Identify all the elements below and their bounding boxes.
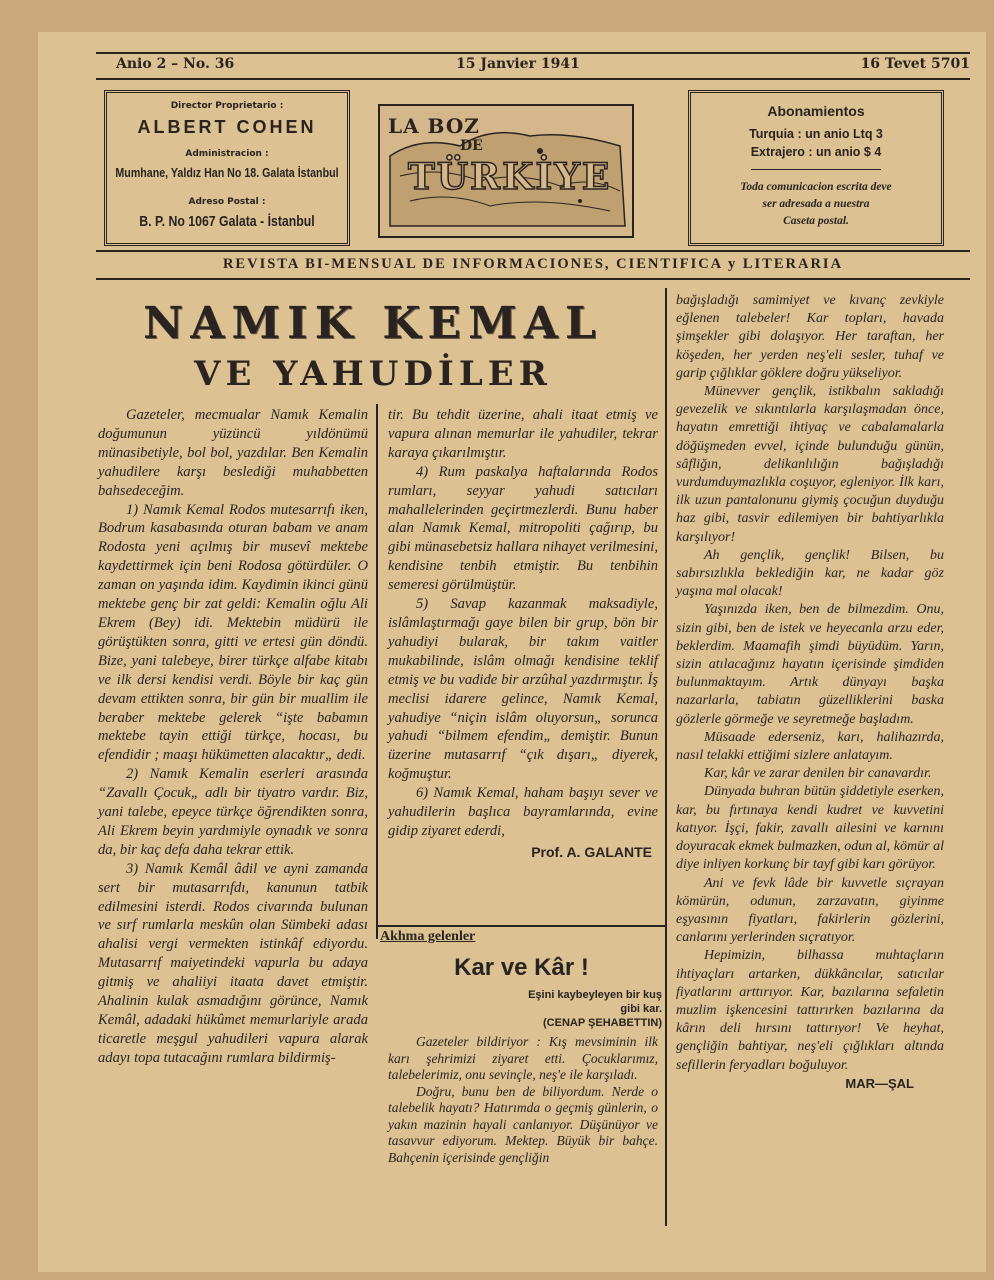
col3-para: Hepimizin, bilhassa muhtaçların ihtiyaçları artarken, dükkâncılar, satıcılar fiyatlarını arttırıyor. Kar, bazılarına sefaletin muzlim işkencesini tattırırken bazılarına da kârın deli hırsını tattırıyor! Ve heyhat, gençliğin bahtiyar, neş'eli çığlıkları altında sefillerin feryadları boğuluyor.	[676, 948, 944, 1073]
director-name: ALBERT COHEN	[137, 117, 317, 137]
top-rule	[96, 52, 970, 54]
col1-para: 1) Namık Kemal Rodos mutesarrıfı iken, Bodrum kasabasında oturan babam ve anam Rodosta yeni açılmış bir musevî mektebe kaydettirmek için beni Rodosa götürdüler. O zaman on yaşında idim. Kaydimin ikinci günü mektebe genç bir zat geldi: Kemalin oğlu Ali Ekrem (Bey) idi. Mektebin müdürü ile görüştükten sonra, gitti ve ertesi gün döndü. Bize, yani talebeye, birer türkçe alfabe kitabı ve ilk dersi kendisi verdi. Böyle bir kaç gün devam ettikten sonra, bir gün bir muallim ile beraber mektebe gelerek “işte babamın mektebe tayin ettiği türkçe, hocası, bu efendidir ; maaşı hükümetten alacaktır„ dedi.	[98, 501, 368, 764]
subscription-note-line3: Caseta postal.	[783, 215, 849, 227]
col2-para: 5) Savap kazanmak maksadiyle, islâmlaştırmağı gaye bilen bir grup, bön bir yahudiyi bularak, bir takım vaitler mukabilinde, islâm olmağı kendisine teklif etmiş ve bu vadide bir arzûhal yazdırmıştır. İş meclisi idarere gelince, Namık Kemal, yahudiye “niçin islâm oluyorsun„ sorunca yahudi “bilmem efendim„ demiştir. Bunun üzerine mutasarrıf “çık dışarı„ diyerek, koğmuştur.	[388, 596, 658, 783]
issue-bar	[96, 56, 970, 78]
postal-label: Adreso Postal :	[188, 197, 266, 207]
issue-bar-rule	[96, 78, 970, 80]
kar-title: Kar ve Kâr !	[454, 954, 589, 981]
kar-para: Gazeteler bildiriyor : Kış mevsiminin ilk karı şehrimizi ziyaret etti. Çocuklarımız, talebelerimiz, onu sevinçle, neş'e ile karşıladı.	[388, 1034, 658, 1082]
logo-la-boz: LA BOZ	[388, 114, 480, 138]
issue-number: Anio 2 – No. 36	[116, 56, 235, 72]
article-column-1	[98, 406, 368, 1068]
subscription-note-line1: Toda comunicacion escrita deve	[740, 181, 892, 193]
kar-epigraph-line2: gibi kar.	[620, 1003, 662, 1015]
col3-para: Kar, kâr ve zarar denilen bir canavardır.	[704, 766, 932, 782]
col2-para: tir. Bu tehdit üzerine, ahali itaat etmiş ve vapura alınan memurlar ile yahudiler, tekrar karaya çıkarılmıştır.	[388, 407, 658, 461]
col3-para: Yaşınızda iken, ben de bilmezdim. Onu, sizin gibi, ben de istek ve heyecanla arzu eder, beklerdim. Maamafih şimdi büyüdüm. Yarın, sizin atılacağınız hayatın içerisinde şimdiden bulunmaktayım. Artık dünyayı başka nazarlarla, tabiatın güzelliklerini baska gözlerle görmeğe ve seyretmeğe başladım.	[676, 602, 944, 727]
logo-turkiye: TÜRKİYE	[408, 156, 612, 198]
publisher-box	[104, 90, 350, 246]
kar-signature: MAR—ŞAL	[845, 1075, 914, 1091]
article-column-2	[388, 406, 658, 862]
subscription-note-line2: ser adresada a nuestra	[762, 198, 870, 210]
subscription-turquia: Turquia : un anio Ltq 3	[749, 127, 883, 141]
kar-column-2	[388, 1034, 658, 1166]
tagline-bottom-rule	[96, 278, 970, 280]
tagline: REVISTA BI-MENSUAL DE INFORMACIONES, CIENTIFICA y LITERARIA	[222, 256, 844, 272]
col1-para: 2) Namık Kemalin eserleri arasında “Zavallı Çocuk„ adlı bir tiyatro vardır. Biz, yani talebe, epeyce türkçe öğrendikten sonra, Ali Ekrem beyin yardımiyle oynadık ve sonra da, bir kaç defa daha tekrar ettik.	[98, 766, 368, 858]
col3-para: Ani ve fevk lâde bir kuvvetle sıçrayan kömürün, odunun, zarzavatın, giyinme eşyasının fiyatları, fakirlerin gözlerini, canlarını yerlerinden sıçratıyor.	[676, 875, 944, 946]
issue-date: 15 Janvier 1941	[456, 56, 580, 72]
section-heading: Akhma gelenler	[380, 929, 476, 944]
col1-para: Gazeteler, mecmualar Namık Kemalin doğumunun yüzüncü yıldönümü münasibetiyle, bol bol, yazdılar. Ben Kemalin yahudilere karşı beslediği muhabbetten bahsedeceğim.	[98, 407, 368, 499]
tagline-top-rule	[96, 250, 970, 252]
administration-label: Administracion :	[185, 149, 269, 159]
col3-para: Münevver gençlik, istikbalın sakladığı gevezelik ve sıkıntılarla karşılaşmadan önce, hayatın emrettiği ihtiyaç ve cabalamalarla döğüşmeden evvel, içinde bulunduğu günün, sâfliğın, delikanlılığın bağışladığı vurdumduymazlıkla coşuyor, egleniyor. İlk karı, ilk uzun pantalonunu giymiş çocuğun duyduğu haz gibi, tasvir edilemiyen bir bahtiyarlıkla karşılıyor!	[676, 384, 944, 545]
col3-para: Müsaade ederseniz, karı, halihazırda, nasıl telakki ettiğimi sizlere anlatayım.	[676, 729, 944, 764]
section-rule	[378, 925, 665, 927]
newspaper-page	[38, 32, 986, 1272]
kar-epigraph-line1: Eşini kaybeyleyen bir kuş	[528, 989, 662, 1001]
column-rule-2	[665, 288, 667, 1226]
col1-para: 3) Namık Kemâl âdil ve ayni zamanda sert bir mutasarrıfdı, kanunun tatbik edilmesini isterdi. Rodos civarında bulunan ve sırf rumlarla meskûn olan Sümbeki adası ahalisi vergi vermekten istinkâf ediyordu. Mutasarrıf maiyetindeki vapurla bu adaya gitmiş ve ahaliiyi itaata davet etmiştir. Ahalinin kulak asmadığını görünce, Namık Kemâl, adadaki hükûmet memurlariyle arada ticaretle meşgul yahudileri vapura alarak adayı topa tutacağını rumlara bildirmiş-	[98, 860, 368, 1066]
article-title: NAMIK KEMAL	[143, 298, 603, 349]
subscription-extrajero: Extrajero : un anio $ 4	[750, 145, 882, 159]
col2-para: 4) Rum paskalya haftalarında Rodos rumları, seyyar yahudi satıcıları mahallelerinden geçirtmezlerdi. Bunu haber alan Namık Kemal, mitropoliti çağırıp, bu gibi münasebetsiz hallara nihayet verilmesini, kendisine tenbih etmiştir. Bu tenbihin semeresi görülmüştür.	[388, 463, 658, 594]
kar-epigraph	[438, 988, 662, 1030]
administration-address: Mumhane, Yaldız Han No 18. Galata İstanbul	[115, 165, 339, 180]
logo-de: DE	[460, 138, 483, 154]
article-subtitle: VE YAHUDİLER	[194, 354, 552, 394]
kar-para: Doğru, bunu ben de biliyordum. Nerde o talebelik hayatı? Hatırımda o geçmiş günlerin, o yakın mazinin hayali canlanıyor. Düşünüyor ve tasavvur ediyorum. Mektep. Büyük bir bahçe. Bahçenin içerisinde gençliğin	[388, 1083, 658, 1165]
kar-epigraph-author: (CENAP ŞEHABETTIN)	[543, 1017, 662, 1029]
col3-para: Ah gençlik, gençlik! Bilsen, bu sabırsızlıkla beklediğin kar, ne kadar göz yaşına mal olacak!	[676, 547, 944, 600]
postal-address: B. P. No 1067 Galata - İstanbul	[139, 213, 315, 230]
article-signature: Prof. A. GALANTE	[531, 843, 652, 860]
masthead-logo	[378, 104, 634, 238]
subscription-title: Abonamientos	[767, 103, 865, 119]
kar-column-3	[676, 292, 944, 1093]
col3-para: bağışladığı samimiyet ve kıvanç zevkiyle eğlenen talebeler! Kar topları, havada şimşekler gibi dolaşıyor. Her taraftan, her köşeden, her yerden neş'eli sesler, tuhaf ve garip çığlıklar göklere doğru yükseliyor.	[676, 293, 944, 381]
column-rule-1	[376, 404, 378, 939]
director-label: Director Proprietario :	[170, 101, 284, 111]
subscription-note	[697, 179, 935, 230]
subscription-divider	[751, 169, 881, 170]
col2-para: 6) Namık Kemal, haham başıyı sever ve yahudilerin başlıca bayramlarında, evine gidip ziyaret ederdi,	[388, 785, 658, 839]
subscription-box	[688, 90, 944, 246]
col3-para: Dünyada buhran bütün şiddetiyle eserken, kar, bu fırtınaya kendi kudret ve kuvvetini katıyor. İşçi, fakir, zavallı ailesini ve karnını doyuracak ekmek bulmazken, odun al, kömür al diye inliyen korkunç bir tayf gibi karı görüyor.	[676, 784, 944, 873]
issue-hebrew-date: 16 Tevet 5701	[860, 56, 970, 72]
